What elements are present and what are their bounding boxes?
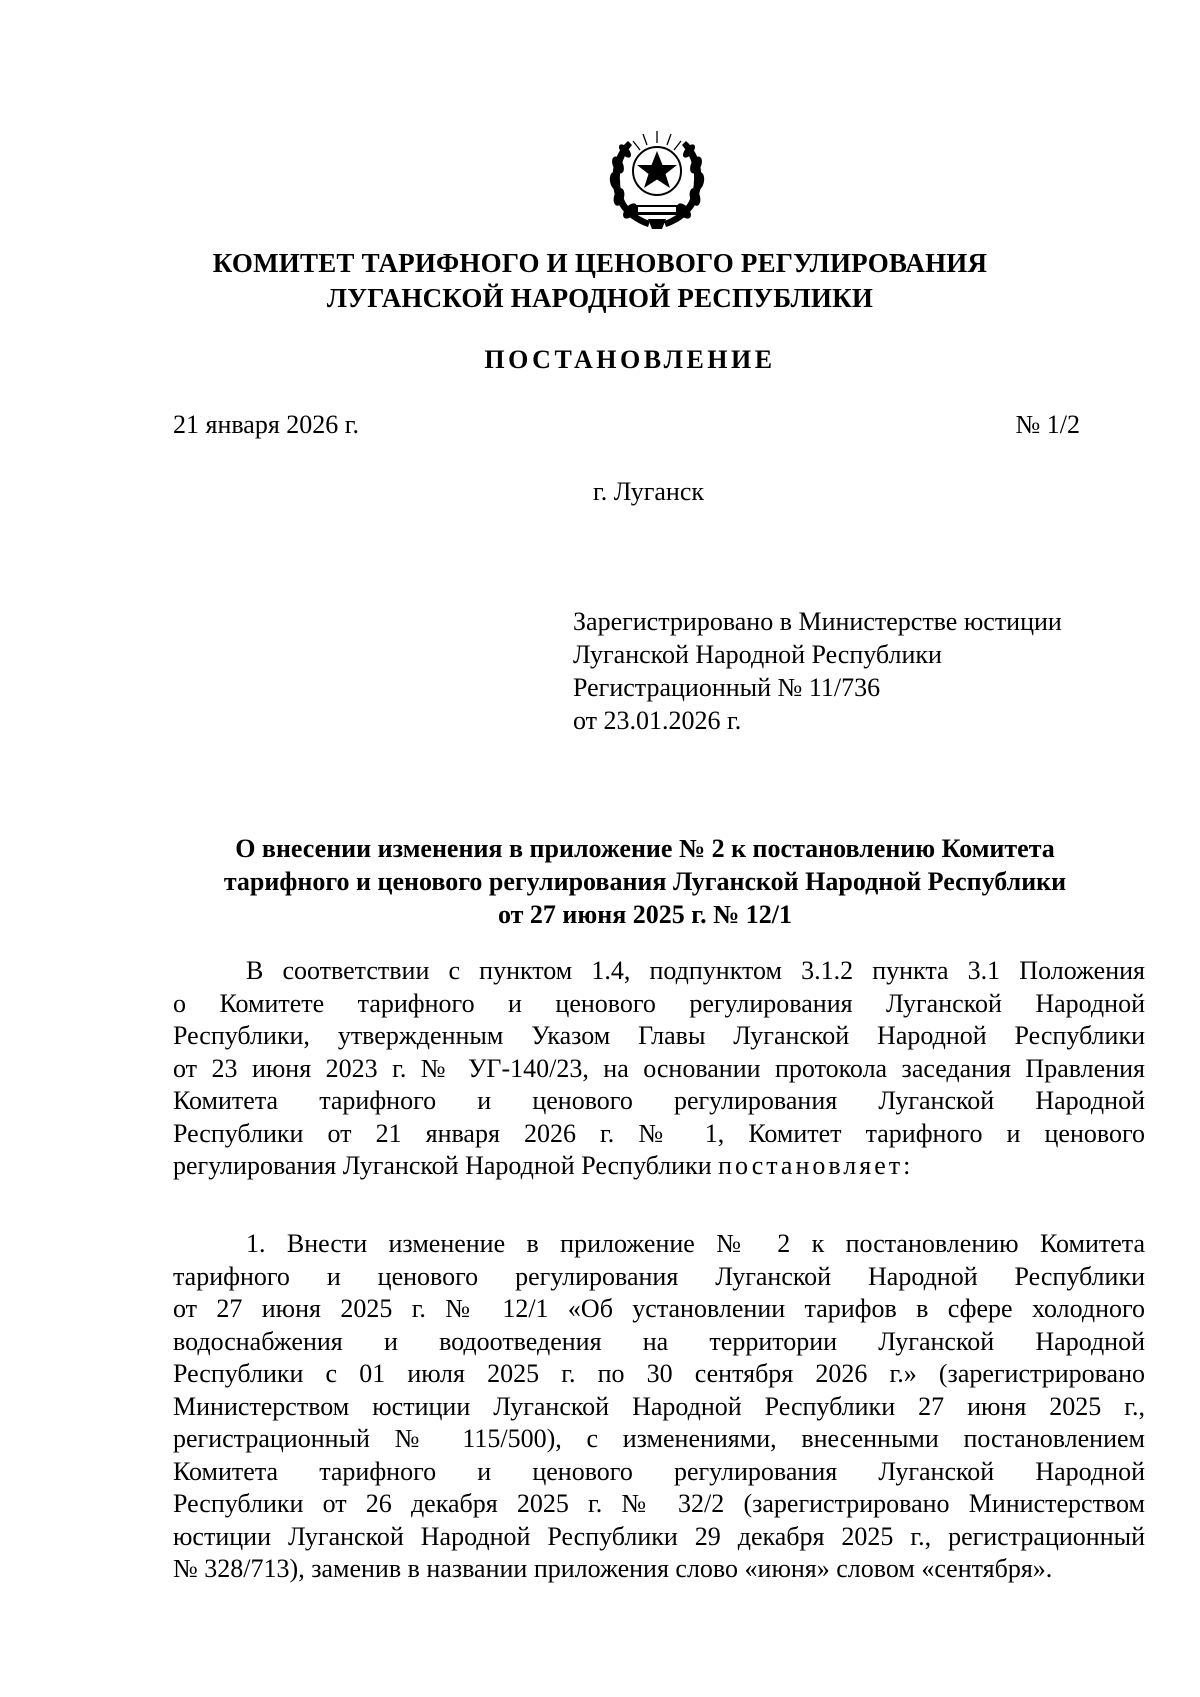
paragraph-line: Республики с 01 июля 2025 г. по 30 сентября 2026 г.» (зарегистрировано: [173, 1359, 1145, 1388]
preamble-paragraph: [173, 955, 1145, 1183]
paragraph-line: Республики, утвержденным Указом Главы Луганской Народной Республики: [173, 1021, 1145, 1050]
paragraph-line: от 23 июня 2023 г. № УГ-140/23, на основании протокола заседания Правления: [173, 1053, 1145, 1083]
document-type: ПОСТАНОВЛЕНИЕ: [484, 345, 776, 374]
registration-line: от 23.01.2026 г.: [573, 706, 742, 735]
paragraph-line: водоснабжения и водоотведения на территории Луганской Народной: [173, 1326, 1145, 1356]
paragraph-line: Республики от 21 января 2026 г. № 1, Комитет тарифного и ценового: [173, 1118, 1145, 1148]
paragraph-line: Комитета тарифного и ценового регулирования Луганской Народной: [173, 1456, 1145, 1486]
paragraph-line: тарифного и ценового регулирования Луганской Народной Республики: [173, 1261, 1145, 1291]
registration-line: Зарегистрировано в Министерстве юстиции: [573, 607, 1062, 636]
item-1-paragraph: [173, 1228, 1145, 1586]
paragraph-line: Министерством юстиции Луганской Народной Республики 27 июня 2025 г.,: [173, 1391, 1145, 1421]
organization-name-line-1: КОМИТЕТ ТАРИФНОГО И ЦЕНОВОГО РЕГУЛИРОВАНИЯ: [212, 248, 988, 278]
paragraph-line: от 27 июня 2025 г. № 12/1 «Об установлении тарифов в сфере холодного: [173, 1294, 1145, 1323]
paragraph-line: о Комитете тарифного и ценового регулирования Луганской Народной: [173, 988, 1145, 1018]
paragraph-line: В соответствии с пунктом 1.4, подпунктом 3.1.2 пункта 3.1 Положения: [246, 956, 1145, 985]
organization-name-line-2: ЛУГАНСКОЙ НАРОДНОЙ РЕСПУБЛИКИ: [326, 283, 874, 313]
paragraph-line: № 328/713), заменив в названии приложения слово «июня» словом «сентября».: [173, 1554, 1053, 1583]
paragraph-line: юстиции Луганской Народной Республики 29 декабря 2025 г., регистрационный: [173, 1521, 1145, 1551]
document-title: [120, 832, 1130, 931]
paragraph-line-text: регулирования Луганской Народной Республики: [173, 1151, 719, 1180]
document-city: г. Луганск: [593, 477, 705, 506]
paragraph-line: регистрационный № 115/500), с изменениями, внесенными постановлением: [173, 1424, 1145, 1453]
registration-stamp-text: [573, 605, 1062, 737]
document-date: 21 января 2026 г.: [173, 410, 360, 439]
paragraph-line: [173, 1150, 1145, 1183]
registration-line: Луганской Народной Республики: [573, 640, 942, 669]
registration-line: Регистрационный № 11/736: [573, 673, 881, 702]
title-line: О внесении изменения в приложение № 2 к постановлению Комитета: [235, 834, 1055, 863]
document-number: № 1/2: [1015, 410, 1080, 439]
resolves-word: постановляет:: [718, 1151, 914, 1180]
paragraph-line: 1. Внести изменение в приложение № 2 к постановлению Комитета: [246, 1229, 1145, 1258]
coat-of-arms-icon: [598, 121, 716, 233]
paragraph-line: Комитета тарифного и ценового регулирования Луганской Народной: [173, 1086, 1145, 1115]
title-line: от 27 июня 2025 г. № 12/1: [497, 900, 793, 929]
title-line: тарифного и ценового регулирования Луганской Народной Республики: [223, 867, 1067, 896]
paragraph-line: Республики от 26 декабря 2025 г. № 32/2 (зарегистрировано Министерством: [173, 1489, 1145, 1518]
